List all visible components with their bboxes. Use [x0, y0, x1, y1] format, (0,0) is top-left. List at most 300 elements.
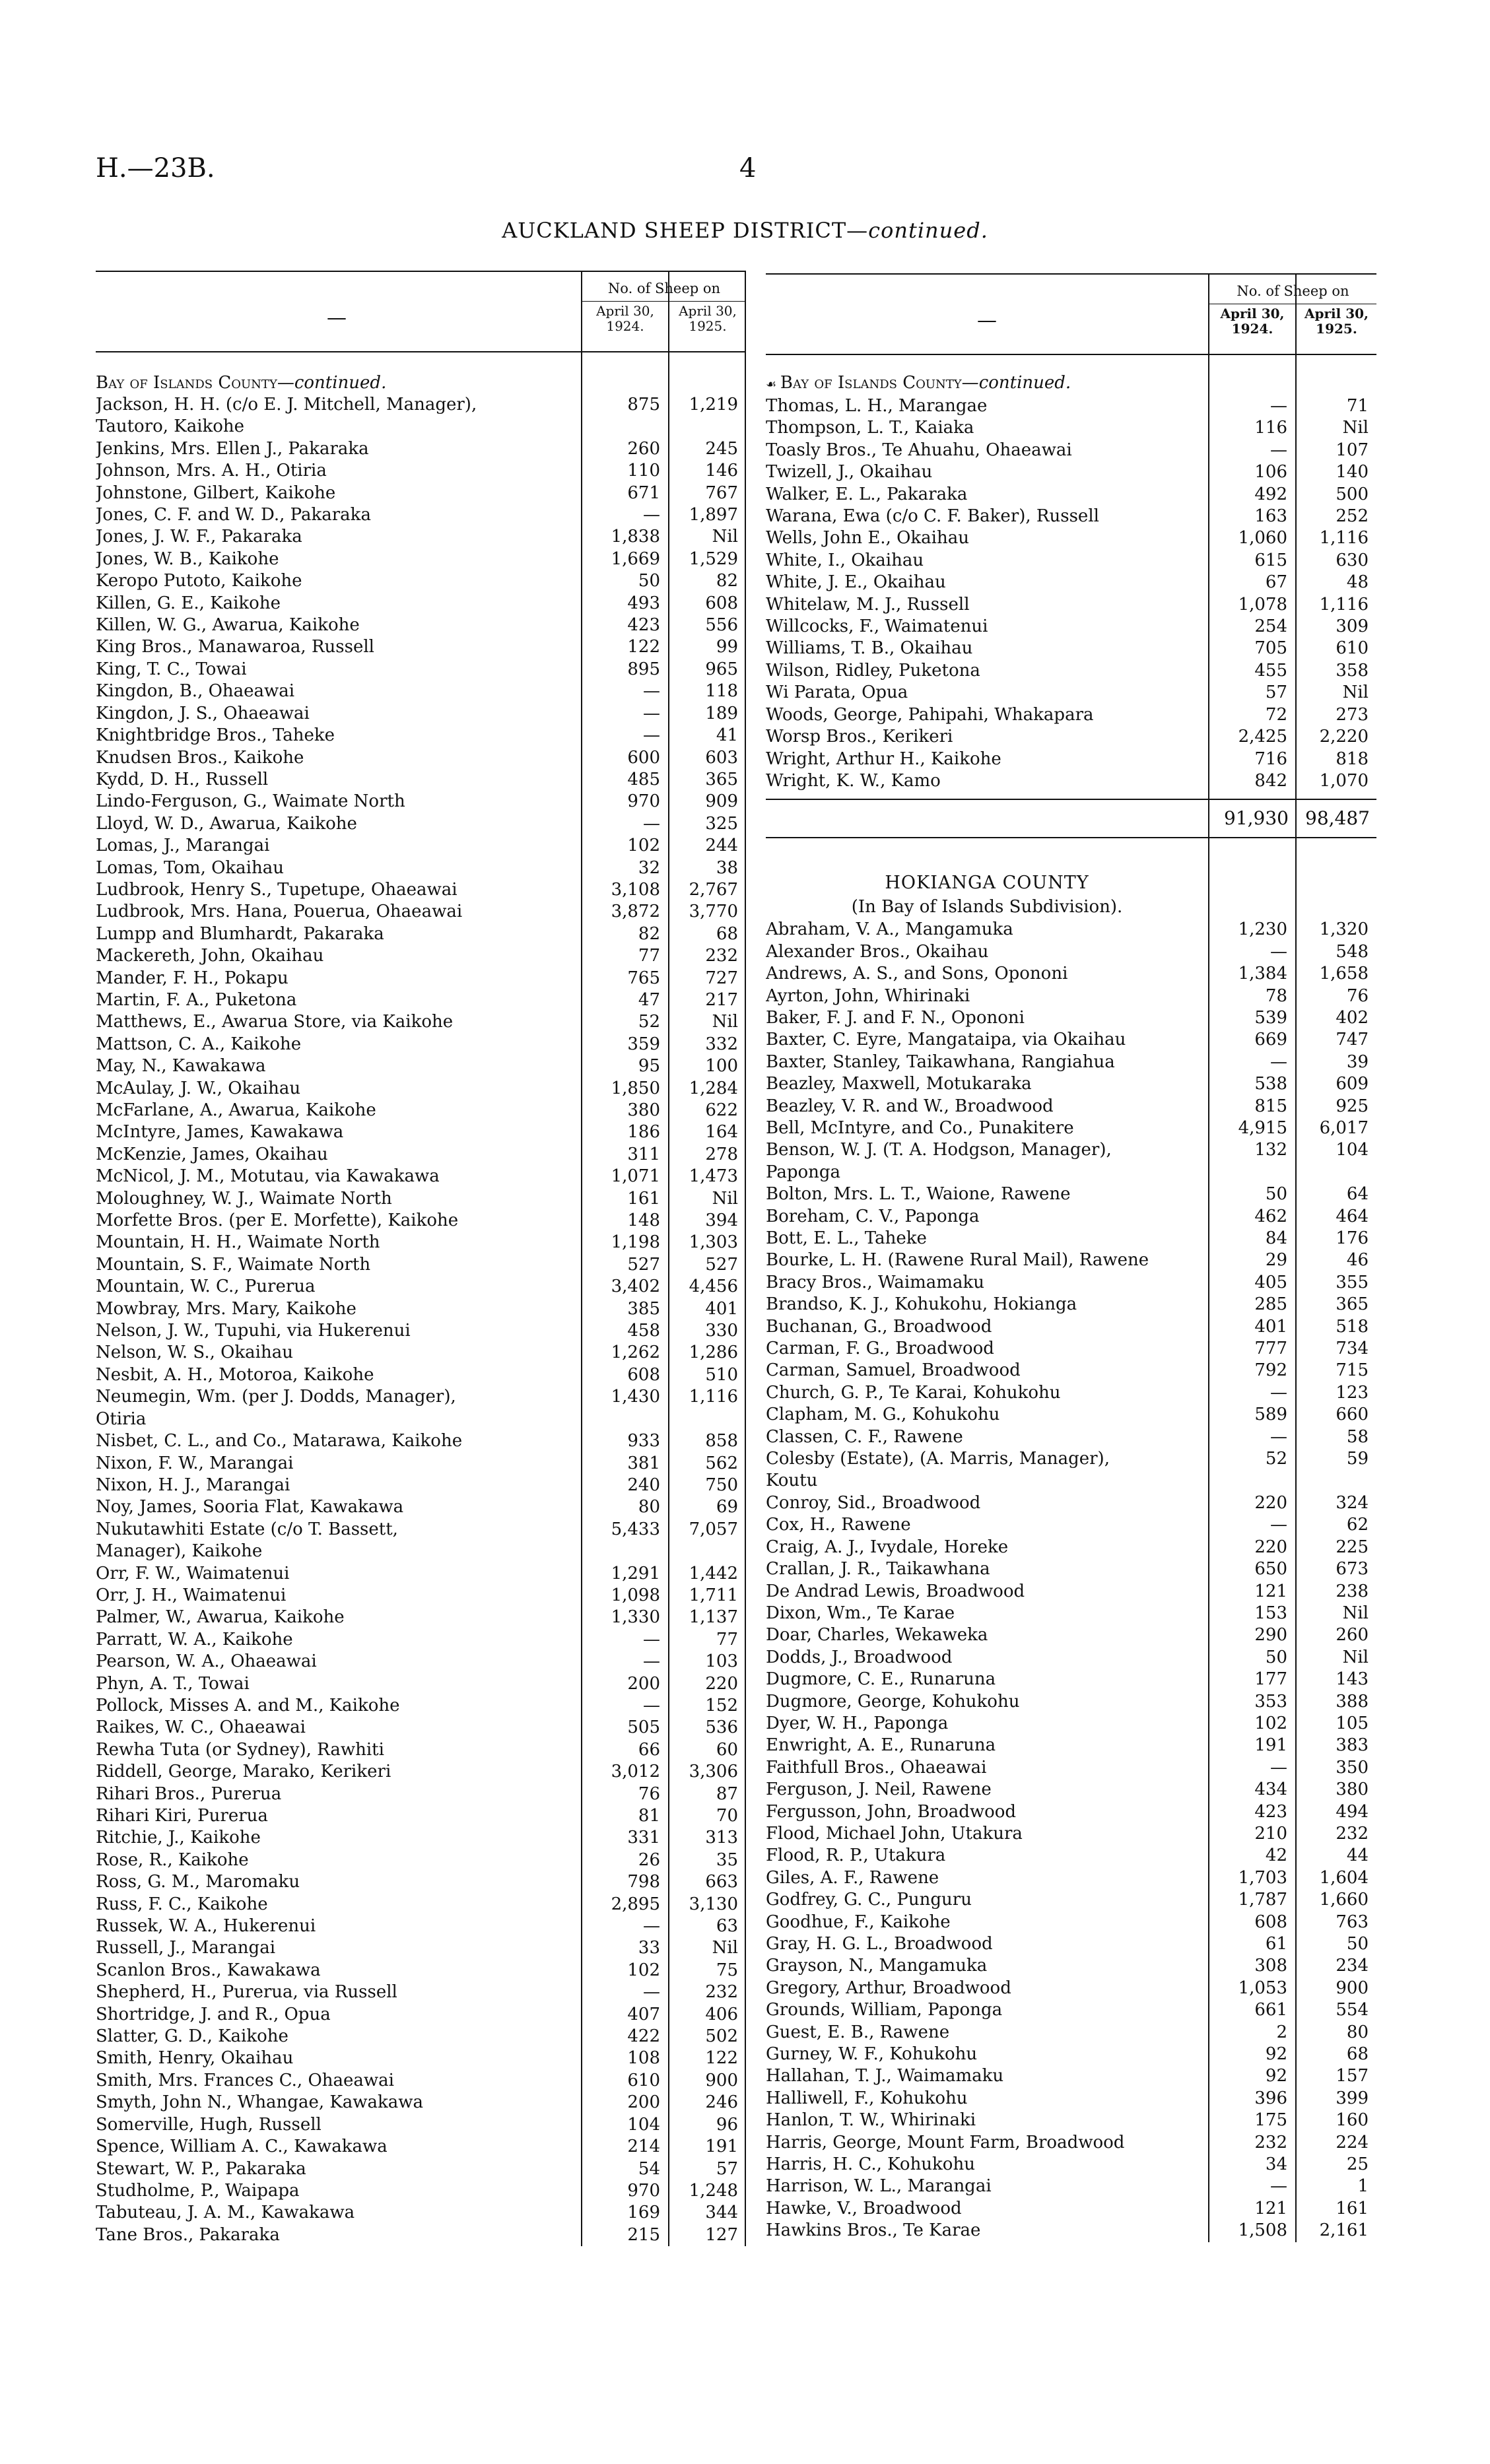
table-row	[766, 484, 1376, 506]
sheep-1924: 331	[627, 1828, 660, 1848]
sheep-1924: 210	[1254, 1823, 1287, 1844]
owner-name: Colesby (Estate), (A. Marris, Manager), Koutu	[766, 1449, 1110, 1491]
sheep-1925: 57	[716, 2158, 738, 2179]
sheep-1925: 1,660	[1319, 1890, 1369, 1910]
sheep-1925: 350	[1336, 1757, 1369, 1778]
table-row	[96, 1717, 746, 1739]
sheep-1925: Nil	[712, 1938, 738, 1958]
sheep-1924: —	[643, 1695, 660, 1715]
sheep-1925: 1,604	[1319, 1867, 1369, 1888]
owner-name: Matthews, E., Awarua Store, via Kaikohe	[96, 1012, 454, 1032]
table-row	[766, 2022, 1376, 2044]
table-row	[766, 2065, 1376, 2087]
sheep-1924: 214	[627, 2137, 660, 2157]
sheep-1925: 406	[705, 2004, 738, 2024]
sheep-1924: 132	[1254, 1140, 1287, 1160]
sheep-1924: 875	[627, 395, 660, 415]
table-row	[766, 1426, 1376, 1448]
sheep-1925: 238	[1336, 1581, 1369, 1601]
sheep-1925: 399	[1336, 2088, 1369, 2108]
sheep-1925: 38	[716, 857, 738, 878]
sheep-1924: 661	[1254, 2000, 1287, 2020]
sheep-1924: 423	[627, 615, 660, 636]
table-row	[766, 1624, 1376, 1646]
sheep-1924: 401	[1254, 1316, 1287, 1337]
sheep-1924: 1,787	[1238, 1890, 1287, 1910]
sheep-1924: —	[643, 1982, 660, 2003]
sheep-1924: 2,895	[611, 1894, 660, 1914]
table-row	[766, 2198, 1376, 2220]
owner-name: Cox, H., Rawene	[766, 1515, 911, 1535]
sheep-1924: 121	[1254, 1581, 1287, 1601]
table-row	[766, 2154, 1376, 2176]
table-row	[96, 945, 746, 967]
sheep-1924: 385	[627, 1298, 660, 1319]
sheep-1925: 858	[705, 1431, 738, 1451]
owner-name: Benson, W. J. (T. A. Hodgson, Manager), Paponga	[766, 1140, 1112, 1182]
sheep-1924: 161	[627, 1188, 660, 1209]
sheep-1925: 39	[1346, 1051, 1369, 1072]
table-row	[766, 1713, 1376, 1735]
table-row	[96, 1894, 746, 1915]
sheep-1924: 1,198	[611, 1232, 660, 1253]
table-row	[96, 2070, 746, 2092]
sheep-1924: 777	[1254, 1339, 1287, 1359]
sheep-1924: 84	[1265, 1228, 1287, 1248]
sheep-1925: 260	[1336, 1625, 1369, 1646]
owner-name: Martin, F. A., Puketona	[96, 989, 297, 1010]
sheep-1924: 240	[627, 1475, 660, 1495]
sheep-1924: 396	[1254, 2088, 1287, 2108]
table-row	[96, 615, 746, 636]
sheep-1925: 609	[1336, 1074, 1369, 1094]
owner-name: Nukutawhiti Estate (c/o T. Bassett, Manager), Kaikohe	[96, 1519, 398, 1562]
table-row	[96, 923, 746, 945]
owner-name: De Andrad Lewis, Broadwood	[766, 1581, 1025, 1601]
table-row	[96, 438, 746, 460]
sheep-1925: 273	[1336, 704, 1369, 725]
owner-name: Worsp Bros., Kerikeri	[766, 727, 953, 747]
sheep-1925: 107	[1336, 440, 1369, 460]
sheep-1924: 1,838	[611, 527, 660, 547]
table-row	[96, 1739, 746, 1761]
sheep-1925: 25	[1346, 2154, 1369, 2175]
table-row	[96, 901, 746, 923]
sheep-1925: 380	[1336, 1780, 1369, 1800]
sheep-1924: 82	[638, 923, 660, 944]
owner-name: Gurney, W. F., Kohukohu	[766, 2044, 978, 2065]
report-code: H.—23B.	[96, 153, 215, 183]
sheep-1925: 4,456	[689, 1277, 738, 1297]
owner-name: Phyn, A. T., Towai	[96, 1673, 250, 1694]
table-row	[96, 659, 746, 681]
sheep-1924: 3,012	[611, 1762, 660, 1782]
owner-name: Williams, T. B., Okaihau	[766, 638, 973, 659]
table-body	[96, 352, 746, 2246]
sheep-1925: 140	[1336, 462, 1369, 483]
sheep-1925: 502	[705, 2026, 738, 2047]
sheep-1925: 1	[1357, 2176, 1369, 2197]
sheep-1924: 615	[1254, 550, 1287, 570]
owner-name: Killen, W. G., Awarua, Kaikohe	[96, 615, 360, 636]
sheep-1925: 1,219	[689, 395, 738, 415]
table-row	[96, 1210, 746, 1232]
table-row	[96, 1254, 746, 1276]
sheep-1925: 232	[1336, 1823, 1369, 1844]
table-row	[766, 1603, 1376, 1624]
owner-name: Jackson, H. H. (c/o E. J. Mitchell, Manager), Tautoro, Kaikohe	[96, 395, 477, 437]
sheep-1924: 765	[627, 968, 660, 988]
sheep-1924: 608	[1254, 1912, 1287, 1932]
sheep-1925: 900	[705, 2070, 738, 2090]
sheep-1924: 57	[1265, 683, 1287, 703]
sheep-1924: 54	[638, 2158, 660, 2179]
sheep-1924: 608	[627, 1364, 660, 1385]
table-row	[96, 1453, 746, 1475]
table-row	[96, 857, 746, 879]
table-row	[96, 1430, 746, 1452]
sheep-1925: 402	[1336, 1007, 1369, 1028]
table-row	[766, 1757, 1376, 1779]
table-row	[96, 1034, 746, 1055]
sheep-1925: 127	[705, 2224, 738, 2245]
table-row	[96, 1166, 746, 1187]
table-row	[96, 1144, 746, 1166]
table-row	[96, 835, 746, 857]
owner-name: Orr, J. H., Waimatenui	[96, 1585, 287, 1605]
table-row	[96, 2004, 746, 2026]
col-1925-header: April 30, 1925.	[1304, 306, 1369, 337]
sheep-1924: 102	[627, 1960, 660, 1980]
sheep-1925: 41	[716, 725, 738, 746]
sheep-1925: 2,161	[1319, 2220, 1369, 2241]
sheep-1925: 76	[1346, 985, 1369, 1006]
table-row	[96, 1981, 746, 2003]
owner-name: Boreham, C. V., Paponga	[766, 1206, 980, 1226]
owner-name: Bott, E. L., Taheke	[766, 1228, 927, 1248]
sheep-1924: 92	[1265, 2066, 1287, 2086]
sheep-1925: 818	[1336, 749, 1369, 769]
sheep-1925: 3,770	[689, 902, 738, 922]
table-row	[96, 1915, 746, 1937]
sheep-1925: 388	[1336, 1691, 1369, 1712]
table-row	[96, 1320, 746, 1342]
sheep-1925: 122	[705, 2048, 738, 2069]
table-row	[96, 1937, 746, 1959]
table-row	[766, 1073, 1376, 1095]
sheep-1924: —	[643, 725, 660, 746]
table-body	[766, 355, 1376, 2242]
sheep-1925: 105	[1336, 1713, 1369, 1733]
section-heading	[766, 355, 1376, 395]
sheep-1925: 123	[1336, 1382, 1369, 1403]
sheep-1924: 66	[638, 1739, 660, 1760]
owner-name: Gregory, Arthur, Broadwood	[766, 1978, 1011, 1998]
sheep-1925: 518	[1336, 1316, 1369, 1337]
sheep-1924: —	[643, 1916, 660, 1937]
sheep-1925: 1,116	[1319, 528, 1369, 549]
sheep-1924: 108	[627, 2048, 660, 2069]
table-row	[766, 1272, 1376, 1294]
sheep-1925: 562	[705, 1453, 738, 1473]
sheep-1925: 554	[1336, 2000, 1369, 2020]
table-row	[766, 1912, 1376, 1933]
sheep-1925: 68	[716, 923, 738, 944]
owner-name: Andrews, A. S., and Sons, Opononi	[766, 964, 1068, 984]
sheep-1924: 116	[1254, 418, 1287, 438]
owner-name: Jones, J. W. F., Pakaraka	[96, 527, 302, 547]
table-row	[766, 1779, 1376, 1801]
owner-name: Enwright, A. E., Runaruna	[766, 1735, 996, 1756]
table-row	[96, 1232, 746, 1253]
sheep-1924: 705	[1254, 638, 1287, 659]
sheep-1925: 309	[1336, 616, 1369, 637]
sheep-1924: 422	[627, 2026, 660, 2047]
table-row	[96, 1055, 746, 1077]
table-row	[96, 791, 746, 813]
sheep-1925: 100	[705, 1056, 738, 1077]
sheep-1924: 1,703	[1238, 1867, 1287, 1888]
sheep-1924: 186	[627, 1122, 660, 1143]
sheep-1924: 669	[1254, 1030, 1287, 1050]
owner-name: Abraham, V. A., Mangamuka	[766, 919, 1013, 940]
sheep-1925: Nil	[1342, 1647, 1369, 1667]
owner-name: Bell, McIntyre, and Co., Punakitere	[766, 1117, 1074, 1138]
table-row	[96, 2114, 746, 2136]
group-header: No. of Sheep on	[582, 276, 746, 302]
sheep-1924: 539	[1254, 1007, 1287, 1028]
table-row	[96, 2026, 746, 2048]
table-row	[766, 1823, 1376, 1845]
owner-name: Beazley, Maxwell, Motukaraka	[766, 1074, 1032, 1094]
sheep-1924: 2	[1276, 2022, 1287, 2042]
sheep-1924: 26	[638, 1849, 660, 1870]
group-header: No. of Sheep on	[1209, 279, 1376, 304]
sheep-1925: 7,057	[689, 1519, 738, 1539]
sheep-1925: 189	[705, 703, 738, 723]
owner-name: White, J. E., Okaihau	[766, 572, 946, 593]
table-row	[766, 1096, 1376, 1117]
total-1924: 91,930	[1224, 807, 1289, 830]
sheep-1924: 650	[1254, 1559, 1287, 1580]
sheep-1924: 842	[1254, 770, 1287, 791]
owner-name: May, N., Kawakawa	[96, 1056, 266, 1077]
owner-name: Hallahan, T. J., Waimamaku	[766, 2066, 1004, 2086]
owner-name: Noy, James, Sooria Flat, Kawakawa	[96, 1497, 404, 1517]
sheep-1925: 246	[705, 2092, 738, 2113]
sheep-1924: 970	[627, 2180, 660, 2201]
sheep-1924: 1,060	[1238, 528, 1287, 549]
owner-name: Ludbrook, Henry S., Tupetupe, Ohaeawai	[96, 879, 457, 900]
table-row	[766, 1801, 1376, 1823]
table-row	[766, 770, 1376, 792]
owner-name: Killen, G. E., Kaikohe	[96, 593, 281, 613]
sheep-1925: 35	[716, 1849, 738, 1870]
owner-name: Kingdon, B., Ohaeawai	[96, 681, 295, 702]
sheep-1925: 355	[1336, 1272, 1369, 1292]
owner-name: Classen, C. F., Rawene	[766, 1426, 963, 1447]
sheep-1924: 492	[1254, 484, 1287, 504]
table-row	[96, 636, 746, 658]
sheep-1924: 52	[1265, 1449, 1287, 1469]
table-row	[96, 1629, 746, 1651]
table-row	[96, 1519, 746, 1563]
owner-name: Knudsen Bros., Kaikohe	[96, 747, 304, 768]
owner-name: Nelson, J. W., Tupuhi, via Hukerenui	[96, 1321, 411, 1341]
sheep-1925: 727	[705, 968, 738, 988]
owner-name: Craig, A. J., Ivydale, Horeke	[766, 1537, 1009, 1557]
table-header	[96, 271, 746, 352]
owner-name: McNicol, J. M., Motutau, via Kawakawa	[96, 1166, 440, 1187]
sheep-1924: —	[1270, 1515, 1287, 1535]
sheep-1925: Nil	[712, 1188, 738, 1209]
sheep-1924: 191	[1254, 1735, 1287, 1756]
owner-name: Gray, H. G. L., Broadwood	[766, 1934, 993, 1954]
sheep-1924: —	[643, 681, 660, 702]
sheep-1924: 353	[1254, 1691, 1287, 1712]
owner-name: Jones, W. B., Kaikohe	[96, 549, 279, 569]
table-row	[766, 461, 1376, 483]
sheep-1925: 143	[1336, 1669, 1369, 1690]
table-row	[96, 504, 746, 526]
table-row	[766, 2088, 1376, 2110]
table-row	[766, 1316, 1376, 1338]
table-row	[96, 1849, 746, 1871]
table-row	[96, 570, 746, 592]
owner-name: Twizell, J., Okaihau	[766, 462, 933, 483]
table-row	[766, 1537, 1376, 1558]
owner-name: Beazley, V. R. and W., Broadwood	[766, 1096, 1054, 1116]
table-row	[96, 1651, 746, 1673]
table-row	[766, 1029, 1376, 1051]
table-row	[96, 1121, 746, 1143]
sheep-1924: —	[1270, 440, 1287, 460]
table-row	[766, 1139, 1376, 1183]
owner-name: Alexander Bros., Okaihau	[766, 941, 989, 962]
owner-name: Doar, Charles, Wekaweka	[766, 1625, 988, 1646]
sheep-1924: 485	[627, 769, 660, 789]
owner-name: Wi Parata, Opua	[766, 683, 908, 703]
table-row	[766, 963, 1376, 985]
table-row	[96, 2180, 746, 2202]
owner-name: Russ, F. C., Kaikohe	[96, 1894, 268, 1914]
sheep-1925: 191	[705, 2137, 738, 2157]
section-title-italic: continued.	[978, 373, 1071, 393]
sheep-1924: 589	[1254, 1405, 1287, 1425]
owner-name: Buchanan, G., Broadwood	[766, 1316, 992, 1337]
sheep-1924: 72	[1265, 704, 1287, 725]
sheep-1925: 75	[716, 1960, 738, 1980]
sheep-1924: 148	[627, 1211, 660, 1231]
sheep-1924: 163	[1254, 506, 1287, 527]
table-row	[766, 749, 1376, 770]
table-row	[766, 1206, 1376, 1228]
table-row	[766, 1735, 1376, 1756]
sheep-1925: 96	[716, 2114, 738, 2135]
sheep-1924: 33	[638, 1938, 660, 1958]
table-row	[766, 594, 1376, 616]
owner-name: Ayrton, John, Whirinaki	[766, 985, 970, 1006]
table-row	[96, 1563, 746, 1585]
owner-name: Flood, Michael John, Utakura	[766, 1823, 1023, 1844]
sheep-1924: 933	[627, 1431, 660, 1451]
sheep-1924: 405	[1254, 1272, 1287, 1292]
sheep-1924: 104	[627, 2114, 660, 2135]
owner-name: Lomas, Tom, Okaihau	[96, 857, 284, 878]
owner-name: Rihari Kiri, Purerua	[96, 1806, 268, 1826]
sheep-1925: 87	[716, 1783, 738, 1804]
sheep-1925: 1,658	[1319, 964, 1369, 984]
owner-name: Baker, F. J. and F. N., Opononi	[766, 1007, 1025, 1028]
sheep-1924: 505	[627, 1717, 660, 1738]
table-row	[766, 941, 1376, 963]
owner-name: Thomas, L. H., Marangae	[766, 396, 988, 416]
sheep-1925: 510	[705, 1364, 738, 1385]
sheep-1925: 64	[1346, 1184, 1369, 1205]
sheep-1924: 215	[627, 2224, 660, 2245]
table-row	[766, 1338, 1376, 1360]
sheep-1924: 1,384	[1238, 964, 1287, 984]
owner-name: McIntyre, James, Kawakawa	[96, 1122, 344, 1143]
sheep-1924: 1,262	[611, 1343, 660, 1363]
sheep-1924: 5,433	[611, 1519, 660, 1539]
table-row	[766, 616, 1376, 638]
sheep-1925: 1,529	[689, 549, 738, 569]
sheep-1924: 798	[627, 1872, 660, 1892]
sheep-1925: 146	[705, 461, 738, 481]
sheep-1925: 325	[705, 813, 738, 834]
sheep-1925: 252	[1336, 506, 1369, 527]
owner-name: Mattson, C. A., Kaikohe	[96, 1034, 302, 1054]
sheep-1924: —	[1270, 1051, 1287, 1072]
table-row	[96, 813, 746, 835]
owner-name: Toasly Bros., Te Ahuahu, Ohaeawai	[766, 440, 1072, 460]
sheep-1925: 234	[1336, 1956, 1369, 1976]
owner-name: Ross, G. M., Maromaku	[96, 1872, 300, 1892]
sheep-1925: 244	[705, 836, 738, 856]
table-row	[766, 572, 1376, 593]
owner-name: Harris, H. C., Kohukohu	[766, 2154, 975, 2175]
sheep-1925: 1,711	[689, 1585, 738, 1605]
owner-name: Mountain, H. H., Waimate North	[96, 1232, 380, 1253]
sheep-1925: Nil	[712, 1012, 738, 1032]
sheep-1925: 48	[1346, 572, 1369, 593]
sheep-1925: 224	[1336, 2132, 1369, 2152]
sheep-1924: 232	[1254, 2132, 1287, 2152]
sheep-1925: 80	[1346, 2022, 1369, 2042]
table-row	[766, 417, 1376, 439]
sheep-1924: 42	[1265, 1846, 1287, 1866]
sheep-1925: 3,130	[689, 1894, 738, 1914]
sheep-1925: 161	[1336, 2198, 1369, 2218]
sheep-1924: 121	[1254, 2198, 1287, 2218]
sheep-1924: —	[1270, 1757, 1287, 1778]
sheep-1925: 358	[1336, 660, 1369, 681]
owner-name: Neumegin, Wm. (per J. Dodds, Manager), Otiria	[96, 1387, 456, 1429]
sheep-1924: 110	[627, 461, 660, 481]
sheep-1924: 50	[1265, 1647, 1287, 1667]
sheep-1925: 313	[705, 1828, 738, 1848]
owner-name: Lloyd, W. D., Awarua, Kaikohe	[96, 813, 357, 834]
owner-name: Pearson, W. A., Ohaeawai	[96, 1651, 317, 1672]
owner-name: White, I., Okaihau	[766, 550, 924, 570]
owner-name: King, T. C., Towai	[96, 659, 247, 679]
name-column-dash: —	[977, 309, 997, 332]
table-row	[766, 1691, 1376, 1713]
sheep-1924: 538	[1254, 1074, 1287, 1094]
table-row	[766, 1558, 1376, 1580]
sheep-1924: 29	[1265, 1250, 1287, 1271]
